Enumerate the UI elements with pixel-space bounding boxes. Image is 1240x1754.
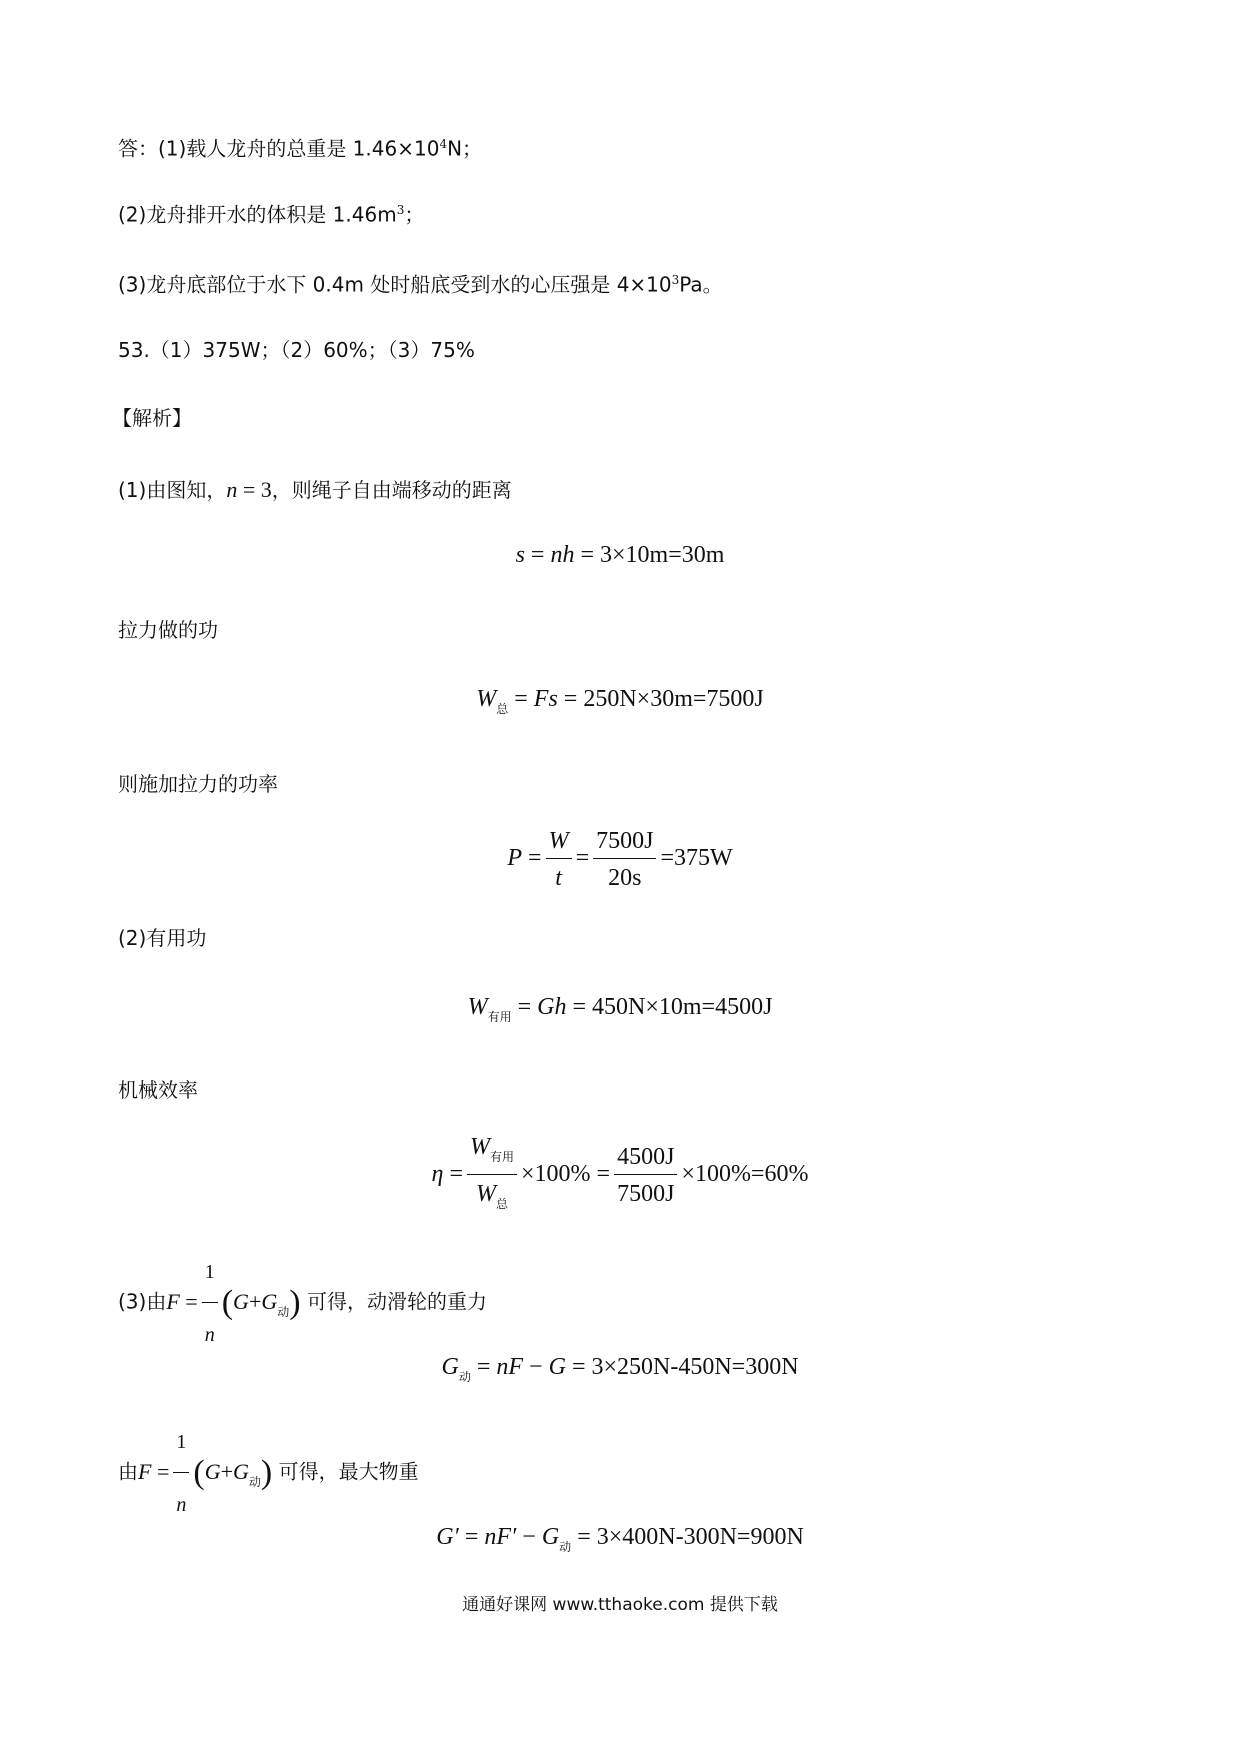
fraction-4500-over-7500: $\frac{4500J}{7500J}$ bbox=[614, 1142, 677, 1209]
power-label: 则施加拉力的功率 bbox=[118, 772, 278, 796]
fraction-useful-over-total: $\frac{W_{有用}}{W_总}$ bbox=[467, 1132, 517, 1219]
equation-pulley-weight: $G_动$ = nF − G = 3×250N-450N=300N bbox=[441, 1354, 799, 1384]
fraction-w-over-t: $\frac{W}{t}$ bbox=[546, 826, 572, 893]
answer-line-3: (3)龙舟底部位于水下 0.4m 处时船底受到水的心压强是 $4\times 10^3Pa$。 bbox=[118, 272, 723, 297]
equation-power: P = $\frac{W}{t}$ = $\frac{7500J}{20s}$ =375W bbox=[507, 828, 733, 891]
part1-intro: (1)由图知，n = 3，则绳子自由端移动的距离 bbox=[118, 477, 512, 502]
equation-distance: s = nh = 3×10m=30m bbox=[515, 542, 725, 568]
part3-label: (3)由F = $\frac{1}{n}$ $(G+G_动)$ 可得，动滑轮的重力 bbox=[118, 1244, 487, 1363]
analysis-heading: 【解析】 bbox=[112, 406, 192, 430]
question-53-header: 53.（1）375W；（2）60%；（3）75% bbox=[118, 338, 475, 362]
part3-label-2: 由F = $\frac{1}{n}$ $(G+G_动)$ 可得，最大物重 bbox=[118, 1414, 419, 1533]
equation-efficiency: η = $\frac{W_{有用}}{W_总}$ ×100% = $\frac{4500J}{7500J}$ ×100%=60% bbox=[0, 1132, 1240, 1219]
answer-line-1: 答：(1)载人龙舟的总重是 $1.46\times 10^4N$； bbox=[118, 136, 483, 161]
part2-label: (2)有用功 bbox=[118, 926, 207, 950]
fraction-7500-over-20: $\frac{7500J}{20s}$ bbox=[593, 826, 656, 893]
page-footer: 通通好课网 www.tthaoke.com 提供下载 bbox=[462, 1595, 778, 1615]
efficiency-label: 机械效率 bbox=[118, 1078, 198, 1102]
fraction-1-over-n: $\frac{1}{n}$ bbox=[202, 1244, 218, 1363]
equation-useful-work: $W_{有用} = Gh = 450N\times 10m=4500J$ bbox=[467, 994, 773, 1024]
equation-max-weight: $G' = nF' - G_动 = 3\times 400N-300N=900N$ bbox=[436, 1524, 804, 1554]
equation-work: $W_总 = Fs = 250N\times 30m=7500J$ bbox=[476, 686, 764, 716]
answer-line-2: (2)龙舟排开水的体积是 $1.46m^3$； bbox=[118, 202, 425, 227]
work-label: 拉力做的功 bbox=[118, 618, 218, 642]
fraction-1-over-n-2: $\frac{1}{n}$ bbox=[173, 1414, 189, 1533]
